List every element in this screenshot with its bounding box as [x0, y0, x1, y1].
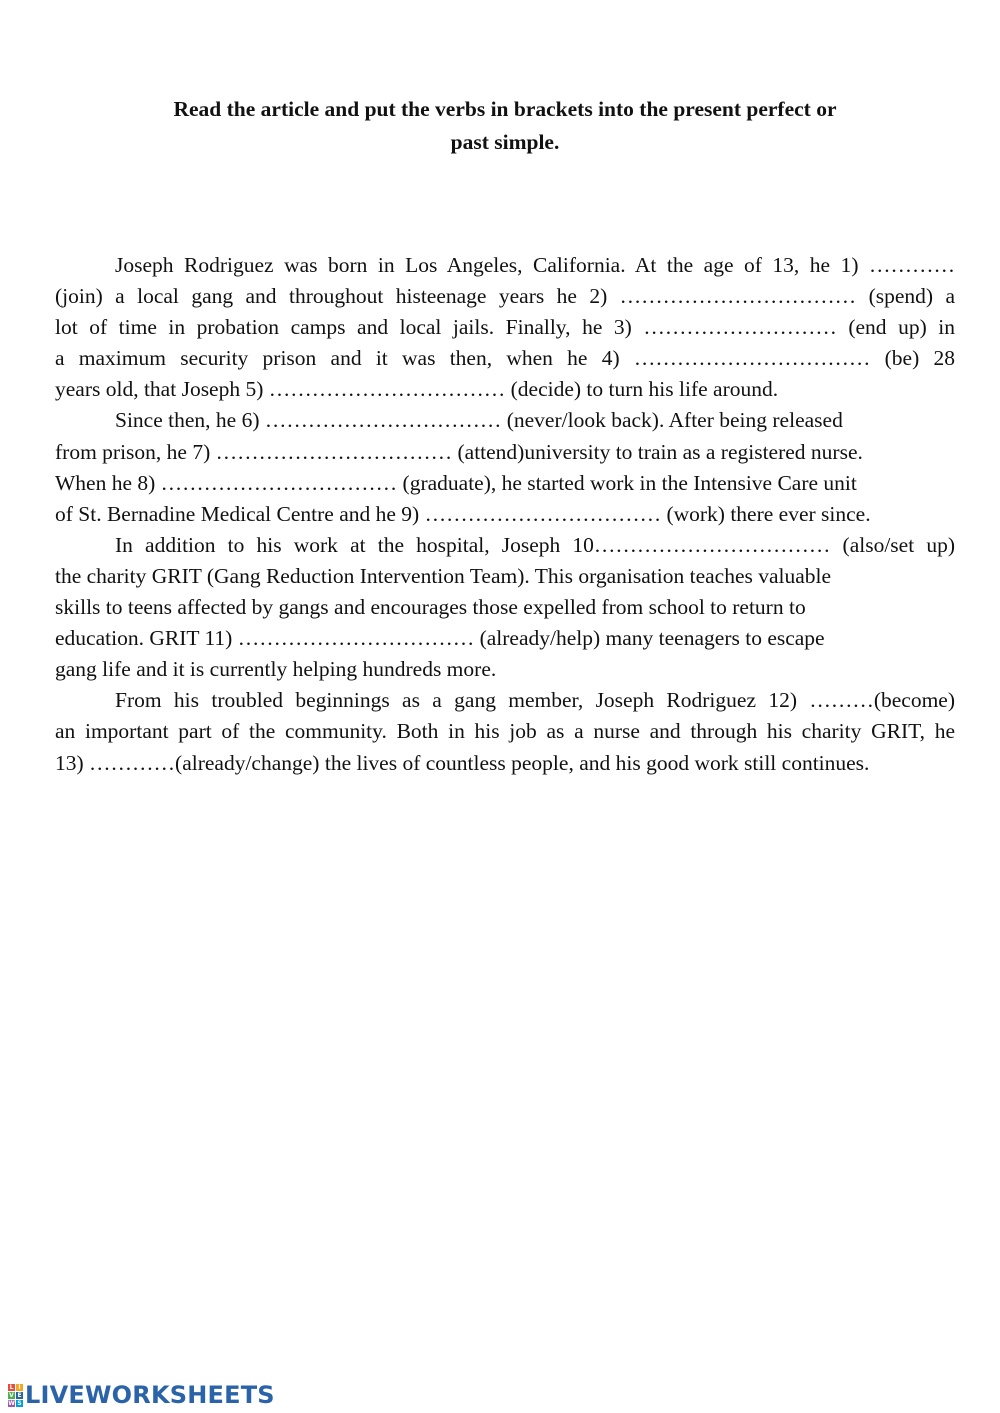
article-line-11: the charity GRIT (Gang Reduction Intervention Team). This organisation teaches valuable — [55, 563, 832, 588]
article-line-17: 13) …………(already/change) the lives of countless people, and his good work still continues. — [55, 750, 870, 775]
article-line-1: Joseph Rodriguez was born in Los Angeles, California. At the age of 13, he 1) ………… — [115, 253, 955, 277]
article-line-16: an important part of the community. Both in his job as a nurse and through his charity GRIT, he — [55, 719, 955, 744]
instruction-line-1: Read the article and put the verbs in brackets into the present perfect or — [173, 97, 837, 121]
article-line-9: of St. Bernadine Medical Centre and he 9) …………………………… (work) there ever since. — [55, 501, 871, 526]
logo-block-2: I — [16, 1384, 23, 1391]
article-line-12: skills to teens affected by gangs and encourages those expelled from school to return to — [55, 595, 806, 620]
article-line-2: (join) a local gang and throughout histeenage years he 2) …………………………… (spend) a — [55, 284, 955, 309]
logo-blocks-icon — [8, 1384, 23, 1407]
logo-text: LIVEWORKSHEETS — [25, 1381, 275, 1409]
article-line-15: From his troubled beginnings as a gang member, Joseph Rodriguez 12) ………(become) — [115, 688, 955, 713]
article-line-7: from prison, he 7) …………………………… (attend)university to train as a registered nurse. — [55, 439, 863, 464]
logo-block-6: S — [17, 1399, 22, 1407]
logo-block-3: V — [9, 1391, 14, 1399]
instruction-heading — [120, 93, 890, 159]
article-line-13: education. GRIT 11) …………………………… (already/help) many teenagers to escape — [55, 626, 825, 651]
article-line-14: gang life and it is currently helping hundreds more. — [55, 657, 497, 682]
article-line-5: years old, that Joseph 5) …………………………… (decide) to turn his life around. — [55, 377, 779, 402]
article-line-4: a maximum security prison and it was then, when he 4) …………………………… (be) 28 — [55, 346, 955, 371]
article-line-3: lot of time in probation camps and local jails. Finally, he 3) ……………………… (end up) in — [55, 315, 955, 340]
instruction-line-2: past simple. — [450, 130, 560, 154]
logo-block-5: W — [8, 1399, 15, 1407]
article-line-6: Since then, he 6) …………………………… (never/look back). After being released — [115, 408, 843, 433]
logo-block-4: E — [17, 1391, 22, 1399]
logo-block-1: L — [9, 1383, 14, 1391]
liveworksheets-logo — [8, 1381, 275, 1409]
article-line-10: In addition to his work at the hospital, Joseph 10…………………………… (also/set up) — [115, 532, 955, 557]
article-body — [55, 250, 955, 779]
article-line-8: When he 8) …………………………… (graduate), he started work in the Intensive Care unit — [55, 470, 857, 495]
